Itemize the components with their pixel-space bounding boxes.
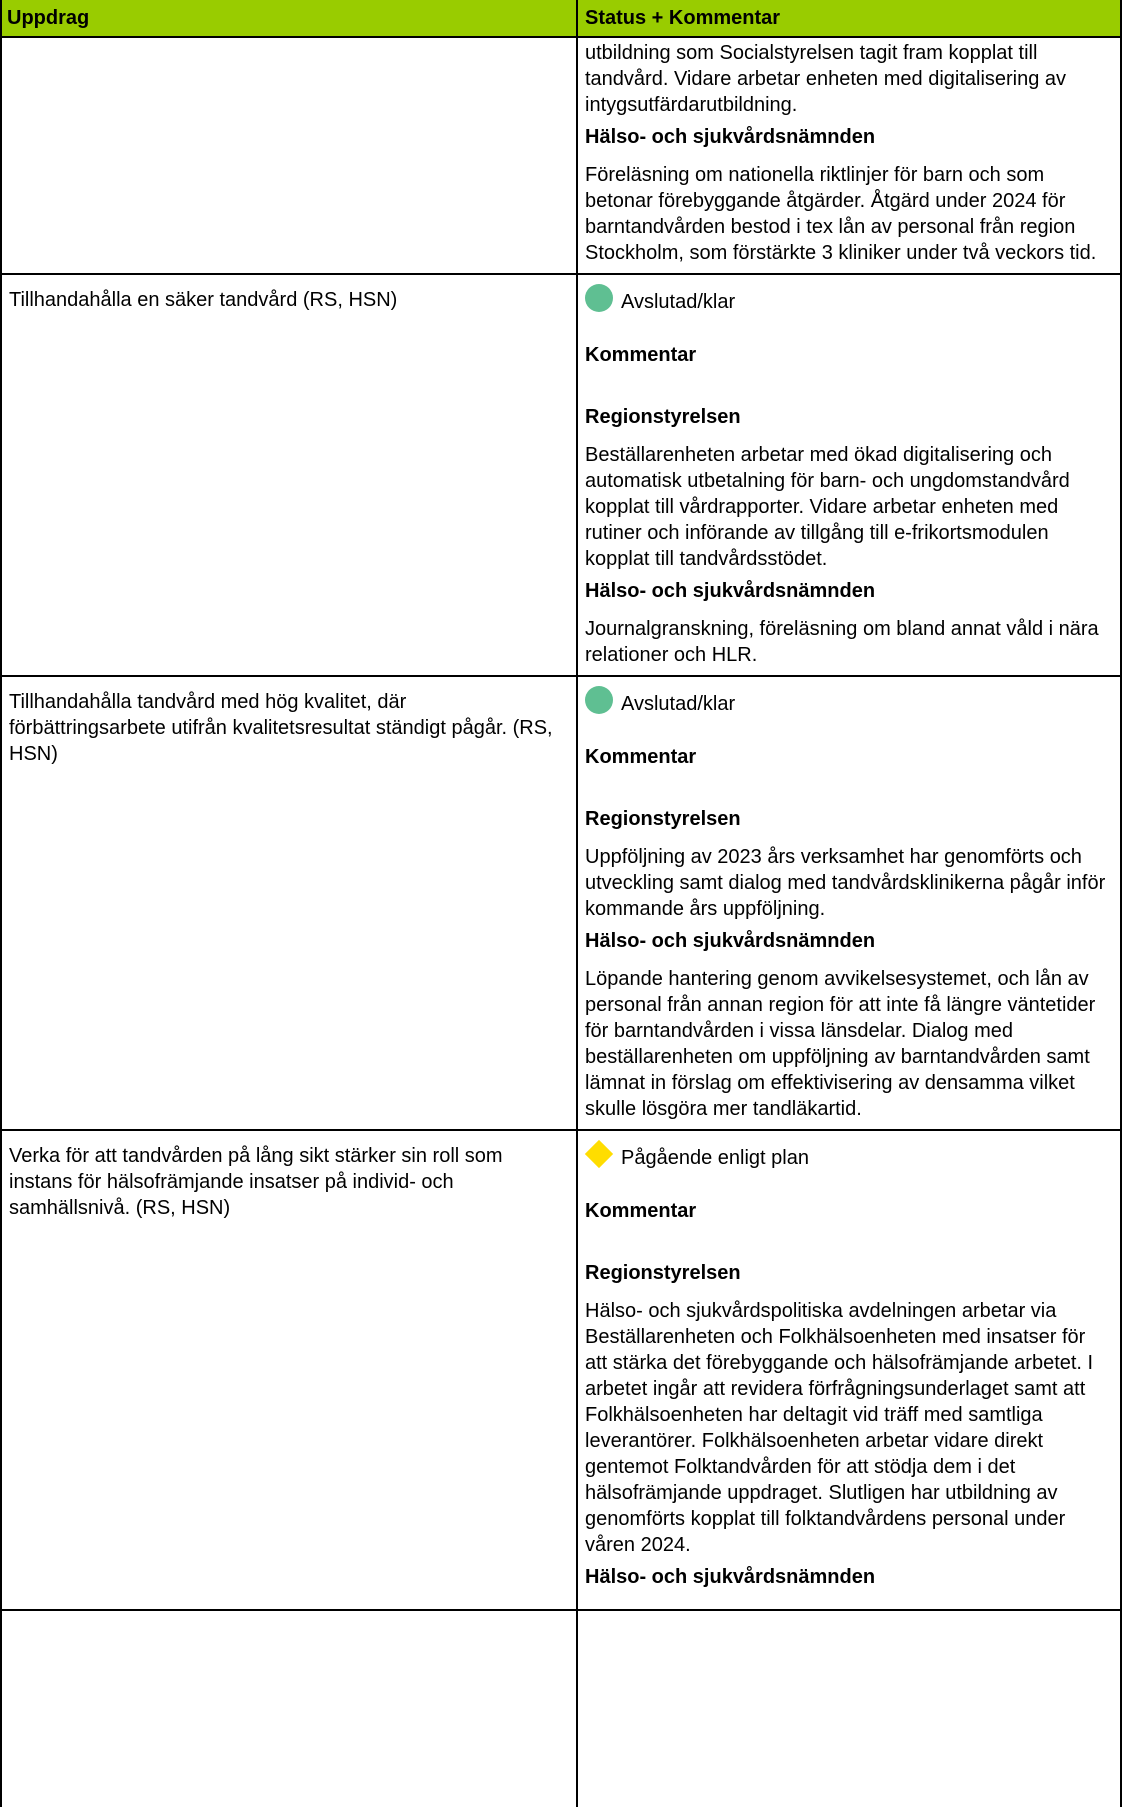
- hsn-heading: Hälso- och sjukvårdsnämnden: [585, 1566, 876, 1588]
- rs-heading: Regionstyrelsen: [585, 406, 741, 428]
- table-row: [0, 274, 1122, 676]
- hsn-text: Journalgranskning, föreläsning om bland annat våld i nära relationer och HLR.: [585, 618, 1099, 666]
- rs-heading: Regionstyrelsen: [585, 808, 741, 830]
- status-indicator: [585, 280, 1112, 316]
- hsn-heading: Hälso- och sjukvårdsnämnden: [585, 126, 876, 148]
- table-row: [0, 676, 1122, 1130]
- table-header-row: [0, 0, 1122, 37]
- continued-text: utbildning som Socialstyrelsen tagit fram kopplat till tandvård. Vidare arbetar enheten med digitalisering av intygsutfärdarutbildning.: [585, 42, 1067, 116]
- hsn-text: Föreläsning om nationella riktlinjer för barn och som betonar förebyggande åtgärder. Åtgärd under 2024 för barntandvården bestod i tex lån av personal från region Stockholm, som förstärkte 3 kliniker under två veckors tid.: [585, 164, 1097, 264]
- status-label: Avslutad/klar: [621, 291, 736, 313]
- rs-text: Beställarenheten arbetar med ökad digitalisering och automatisk utbetalning för barn- och ungdomstandvård kopplat till vårdrapporter. Vidare arbetar enheten med rutiner och införande av tillgång till e-frikortsmodulen kopplat till tandvårdsstödet.: [585, 444, 1070, 570]
- task-cell: [0, 37, 578, 274]
- status-comment-cell: [578, 274, 1122, 676]
- column-header-status-kommentar: Status + Kommentar: [578, 0, 1122, 37]
- column-divider: [576, 0, 578, 1807]
- status-indicator: [585, 682, 1112, 718]
- task-cell: Tillhandahålla en säker tandvård (RS, HSN): [0, 274, 578, 676]
- column-header-uppdrag: Uppdrag: [0, 0, 578, 37]
- kommentar-heading: Kommentar: [585, 344, 697, 366]
- task-cell: Tillhandahålla tandvård med hög kvalitet, där förbättringsarbete utifrån kvalitetsresultat ständigt pågår. (RS, HSN): [0, 676, 578, 1130]
- table-row: [0, 1130, 1122, 1610]
- status-label: Pågående enligt plan: [621, 1147, 809, 1169]
- table-left-border: [0, 0, 2, 1807]
- kommentar-heading: Kommentar: [585, 746, 697, 768]
- green-circle-icon: [585, 686, 613, 714]
- kommentar-heading: Kommentar: [585, 1200, 697, 1222]
- status-comment-cell: [578, 37, 1122, 274]
- status-comment-cell: [578, 676, 1122, 1130]
- task-cell: Verka för att tandvården på lång sikt stärker sin roll som instans för hälsofrämjande insatser på individ- och samhällsnivå. (RS, HSN): [0, 1130, 578, 1610]
- rs-text: Hälso- och sjukvårdspolitiska avdelningen arbetar via Beställarenheten och Folkhälsoenheten med insatser för att stärka det förebyggande och hälsofrämjande arbetet. I arbetet ingår att revidera förfrågningsunderlaget samt att Folkhälsoenheten har deltagit vid träff med samtliga leverantörer. Folkhälsoenheten arbetar vidare direkt gentemot Folktandvården för att stödja dem i det hälsofrämjande uppdraget. Slutligen har utbildning av genomförts kopplat till folktandvårdens personal under våren 2024.: [585, 1300, 1094, 1556]
- hsn-heading: Hälso- och sjukvårdsnämnden: [585, 580, 876, 602]
- yellow-diamond-icon: [585, 1140, 613, 1168]
- hsn-heading: Hälso- och sjukvårdsnämnden: [585, 930, 876, 952]
- rs-heading: Regionstyrelsen: [585, 1262, 741, 1284]
- hsn-text: Löpande hantering genom avvikelsesystemet, och lån av personal från annan region för att inte få längre väntetider för barntandvården i vissa länsdelar. Dialog med beställarenheten om uppföljning av barntandvården samt lämnat in förslag om effektivisering av densamma vilket skulle lösgöra mer tandläkartid.: [585, 968, 1096, 1120]
- green-circle-icon: [585, 284, 613, 312]
- status-label: Avslutad/klar: [621, 693, 736, 715]
- status-comment-cell: [578, 1130, 1122, 1610]
- rs-text: Uppföljning av 2023 års verksamhet har genomförts och utveckling samt dialog med tandvårdsklinikerna pågår inför kommande års uppföljning.: [585, 846, 1106, 920]
- table-row: [0, 37, 1122, 274]
- status-indicator: [585, 1136, 1112, 1172]
